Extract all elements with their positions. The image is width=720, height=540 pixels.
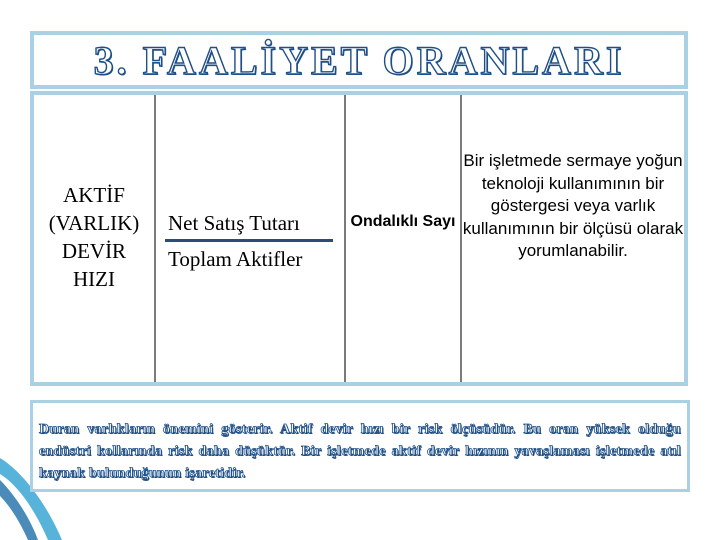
ratio-table	[30, 91, 688, 386]
title-frame	[30, 31, 688, 89]
fraction-bar	[165, 239, 333, 242]
formula-denominator: Toplam Aktifler	[168, 247, 303, 271]
description-text: Duran varlıkların önemini gösterir. Aktif devir hızı bir risk ölçüsüdür. Bu oran yüksek olduğu endüstri kollarında risk daha düşüktür. Bir işletmede aktif devir hızının yavaşlaması işletmede atıl kaynak bulunduğunun işaretidir.	[39, 422, 681, 481]
ratio-unit: Ondalıklı Sayı	[350, 213, 456, 230]
slide-title: 3. FAALİYET ORANLARI	[93, 37, 625, 83]
ratio-formula	[165, 210, 345, 272]
description-frame	[30, 400, 690, 492]
column-divider	[154, 95, 156, 382]
ratio-interpretation: Bir işletmede sermaye yoğun teknoloji kullanımının bir göstergesi veya varlık kullanımının bir ölçüsü olarak yorumlanabilir.	[462, 151, 684, 260]
ratio-name-line: (VARLIK)	[48, 211, 140, 235]
ratio-name-line: DEVİR	[61, 239, 127, 263]
ratio-name-line: AKTİF	[63, 183, 125, 207]
formula-numerator: Net Satış Tutarı	[168, 211, 300, 235]
ratio-name-line: HIZI	[73, 267, 115, 291]
ratio-name	[34, 181, 154, 293]
